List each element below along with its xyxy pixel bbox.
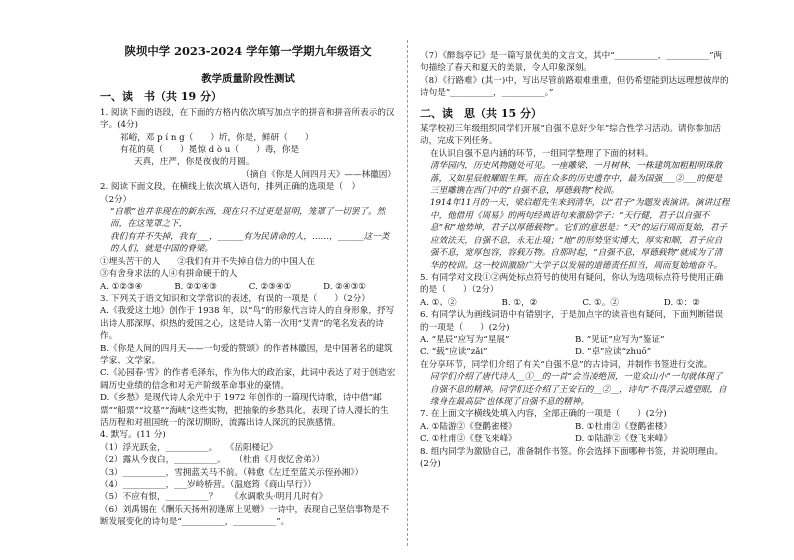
q6-stem: 6. 有同学认为画线词语中有错别字，于是加点字的读音也有疑问，下面判断错误的一项是（ ）(2分)	[420, 310, 724, 333]
q1-source: （摘自《你是人间四月天》——林徽因）	[241, 169, 396, 180]
q3-stem: 3. 下列关于语文知识和文学常识的表述，有误的一项是（ ）（2分）	[100, 293, 370, 304]
q8-stem: 8. 组内同学为激励自己，准备制作书签。你会选择下面哪种书签，并说明理由。(2分)	[420, 446, 724, 469]
column-separator	[407, 40, 408, 546]
q7-option-a[interactable]: A. ①陆游②《登鹳雀楼》	[420, 421, 517, 432]
q2-item-1: ①埋头苦干的人 ②我们有并不失掉自信力的中国人在	[100, 256, 315, 267]
q7-stem: 7. 在上面文字横线处填入内容，全部正确的一项是（ ）(2分)	[420, 409, 667, 420]
sec2-intro: 某学校初三年级组织同学们开展“自强不息好少年”综合性学习活动。请你参加活动，完成下列任务。	[420, 124, 721, 147]
q4-line-1: （1）浮光跃金，__________。 《岳阳楼记》	[100, 442, 278, 453]
q2-options	[100, 281, 396, 293]
sharing-intro: 在分享环节，同学们介绍了有关“自强不息”的古诗词，并制作书签进行交流。	[420, 359, 713, 370]
q4-line-7: （7）《醉翁亭记》是一篇写景优美的文言文，其中“__________，__________”两句描绘了春天和夏天的美景，令人印象深刻。	[420, 51, 723, 74]
q4-line-4: （4）__________，___岁岭桥营。（温庭筠《商山早行》）	[100, 480, 317, 490]
q2-stem: 2. 阅读下面文段，在横线上依次填入语句，排列正确的选项是（ ）	[100, 182, 361, 193]
exam-title: 陕坝中学 2023-2024 学年第一学期九年级语文	[124, 44, 372, 58]
q2-passage-1: “自歌”也并非现在的新东西，现在只不过更是显明，笼罩了一切罢了。然而，在这笼罩之下，	[110, 207, 386, 230]
q2-option-d[interactable]: D. ②④③①	[323, 281, 366, 292]
q5-option-c[interactable]: C. ①。②	[582, 297, 619, 308]
q2-passage-2: 我们有并不失掉，我有___，______有为民请命的人，……，______这一类的人们，就是中国的脊梁。	[110, 231, 390, 255]
q5-option-b[interactable]: B. ①，②	[501, 297, 538, 308]
q5-stem: 5. 有同学对文段①②两处标点符号的使用有疑问，你认为选项标点符号使用正确的是（ ）（2分）	[420, 272, 724, 296]
q4-line-6: （6）刘禹锡在《酬乐天扬州初逢席上见赠》一诗中，表现自己坚信事物是不断发展变化的诗句是“__________，__________”。	[100, 504, 390, 528]
material-para-1: 清华园内，历史风物随处可见。一座雕梁、一月树林、一株建筑加粗粗明珠散落，又如星辰般耀眼生辉。而在众多的历史遗存中，最为国强___②___的便是三里雕镌在西门中的“自强不息，厚德载物”校训。	[430, 161, 723, 197]
q2-option-c[interactable]: C. ②③④①	[248, 281, 292, 292]
section-1-title: 一、读 书（共 19 分）	[100, 90, 222, 104]
q5-option-d[interactable]: D. ①：②	[663, 297, 700, 308]
q1-stem: 1. 阅读下面的语段，在下面的方格内依次填写加点字的拼音和拼音所表示的汉字。(4分)	[100, 107, 395, 131]
q6-option-b[interactable]: B. “见证”应写为“鉴证”	[575, 334, 665, 345]
q1-line-2: 有花的莫（ ）冕惊 d ò u（ ）毒，你是	[120, 145, 300, 156]
q3-option-d: D.《乡愁》是现代诗人余光中于 1972 年创作的一篇现代诗歌，诗中借“邮票”“船票”“坟墓”“海峡”这些实物，把抽象的乡愁具化，表现了诗人漫长的生活历程和对祖国统一的深切期盼，流露出诗人深沉的民族感情。	[100, 393, 389, 428]
q4-line-2: （2）露从今夜白，__________。 （杜甫《月夜忆舍弟》）	[100, 455, 325, 466]
q7-option-d[interactable]: D. ①陆游②《登飞来峰》	[575, 434, 673, 445]
q6-option-d[interactable]: D. “卓”应读“zhuō”	[575, 347, 652, 358]
section-2-title: 二、读 思（共 15 分）	[420, 106, 542, 120]
q4-line-5: （5）不应有恨，__________？ 《水调歌头·明月几时有》	[100, 492, 328, 503]
q3-option-b: B.《你是人间的四月天——一句爱的赞颂》的作者林徽因，是中国著名的建筑学家、文学家。	[100, 343, 393, 366]
q2-score: （2分）	[100, 194, 132, 205]
left-column	[100, 44, 396, 529]
q4-line-3: （3）__________，雪拥蓝关马不前。（韩愈《左迁至蓝关示侄孙湘》）	[100, 467, 364, 478]
sharing-verse: 同学们介绍了唐代诗人__①__的一首“会当凌绝顶，一览众山小”一句就体现了自强不息的精神。同学们还介绍了王安石的__②__，诗句“不畏浮云遮望眼，自缘身在最高层”也体现了自强不息的精神。	[430, 372, 727, 407]
q3-option-a: A.《我爱这土地》创作于 1938 年，以“鸟”的形象代言诗人的自身形象，抒写出诗人那深厚、炽热的爱国之心，这是诗人第一次用“艾青”的笔名发表的诗作。	[100, 306, 395, 342]
q6-options	[420, 334, 730, 359]
q7-options	[420, 421, 730, 446]
q4-stem: 4. 默写。(11 分)	[100, 430, 166, 441]
q7-option-c[interactable]: C. ①杜甫②《登飞来峰》	[420, 434, 517, 445]
q2-item-2: ③有舍身求法的人④有拼命硬干的人	[100, 269, 238, 280]
q3-option-c: C.《沁园春·雪》的作者毛泽东，作为伟大的政治家，此词中表达了对于创造宏阔历史业绩的信念和对无产阶级革命事业的豪情。	[100, 368, 396, 391]
right-column	[420, 50, 730, 470]
q6-option-c[interactable]: C. “载”应读“zǎi”	[420, 347, 488, 358]
sec2-task: 在认识自强不息内涵的环节，一组同学整理了下面的材料。	[430, 148, 654, 159]
q4-line-8: （8）《行路难》(其一)中，写出尽管前路艰难重重，但仍希望能到达远理想彼岸的诗句是“__________，__________。”	[420, 75, 729, 99]
q1-line-3: 天真，庄严，你是夜夜的月圆。	[134, 157, 255, 168]
q5-option-a[interactable]: A. ①、②	[420, 297, 457, 308]
q1-line-1: 祁峪，邓 p í n g（ ）圻，你是，鲜研（ ）	[120, 132, 314, 143]
q7-option-b[interactable]: B. ①杜甫②《登鹳雀楼》	[575, 421, 672, 432]
q2-option-b[interactable]: B. ②①④③	[174, 281, 217, 292]
exam-subtitle: 教学质量阶段性测试	[201, 73, 295, 85]
q6-option-a[interactable]: A. “星辰”应写为“星展”	[420, 334, 510, 345]
q5-options	[420, 297, 730, 309]
q2-option-a[interactable]: A. ①②③④	[100, 281, 143, 292]
material-para-2: 1914年11月的一天，梁启超先生来到清华，以“君子”为题发表演讲。演讲过程中，他借用《周易》的两句经典语句来激励学子：“天行健，君子以自强不息”和“地势坤，君子以厚德载物”。它们的意思是：“天”的运行周而复始，君子应效法天，自强不息，永无止境；“地”的形势坚实博大，厚实和顺，君子应自强不息，宽厚包容，容载万物。自那时起，“自强不息，厚德载物”就成为了清华的校训。这一校训激励广大学子以发展的道德责任担当，周而复始地奋斗。	[430, 198, 730, 271]
